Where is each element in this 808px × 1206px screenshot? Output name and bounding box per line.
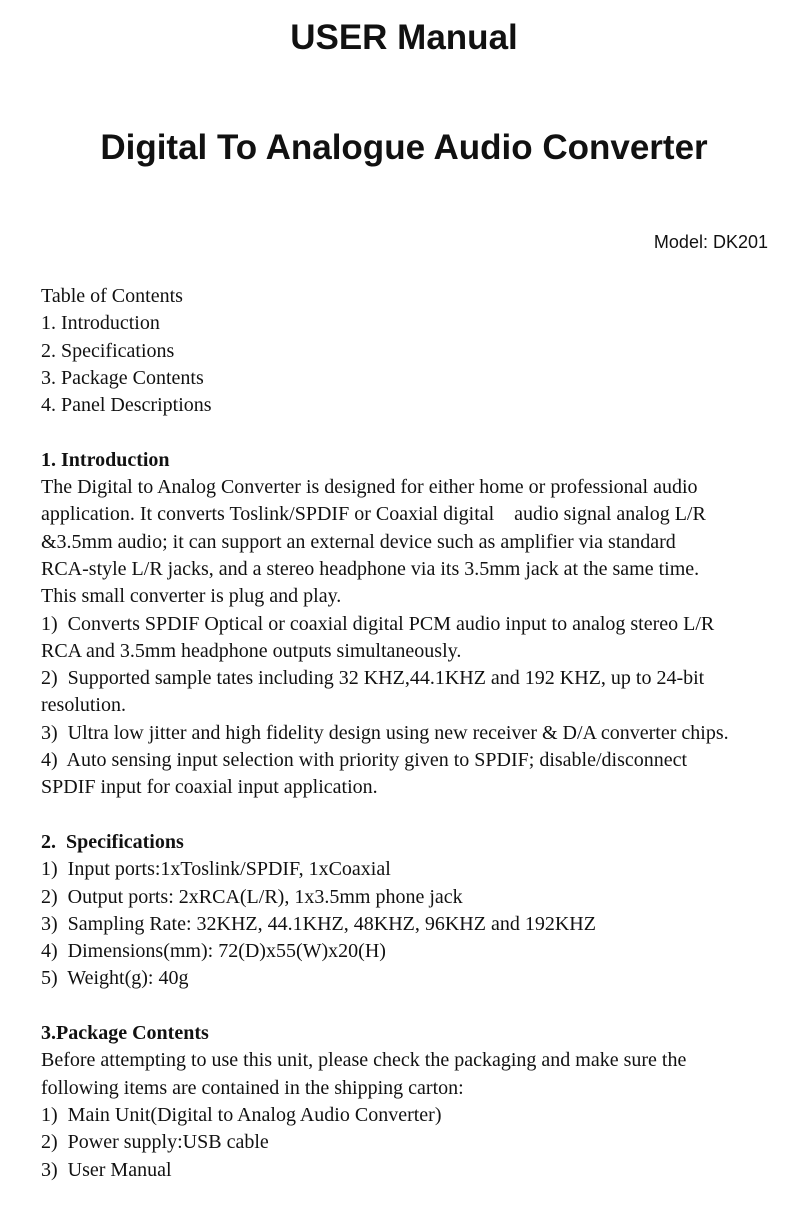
introduction-section bbox=[41, 447, 781, 802]
document-subtitle: Digital To Analogue Audio Converter bbox=[100, 128, 708, 167]
toc-item: 4. Panel Descriptions bbox=[41, 394, 212, 417]
toc-item: 1. Introduction bbox=[41, 312, 160, 335]
document-title: USER Manual bbox=[290, 18, 518, 57]
introduction-line: RCA-style L/R jacks, and a stereo headphone via its 3.5mm jack at the same time. bbox=[41, 557, 700, 580]
specification-item: 3) Sampling Rate: 32KHZ, 44.1KHZ, 48KHZ, 96KHZ and 192KHZ bbox=[41, 912, 596, 935]
specifications-list bbox=[41, 856, 781, 992]
spacer bbox=[41, 419, 781, 446]
manual-body bbox=[41, 283, 781, 1184]
toc-heading: Table of Contents bbox=[41, 285, 183, 307]
introduction-line: RCA and 3.5mm headphone outputs simultaneously. bbox=[41, 639, 462, 662]
specification-item: 2) Output ports: 2xRCA(L/R), 1x3.5mm phone jack bbox=[41, 885, 463, 908]
spacer bbox=[41, 802, 781, 829]
introduction-line: application. It converts Toslink/SPDIF or Coaxial digital audio signal analog L/R bbox=[41, 503, 706, 526]
introduction-line: resolution. bbox=[41, 694, 126, 717]
package-item: 3) User Manual bbox=[41, 1158, 172, 1181]
introduction-line: 2) Supported sample tates including 32 KHZ,44.1KHZ and 192 KHZ, up to 24-bit bbox=[41, 667, 705, 690]
toc-item: 3. Package Contents bbox=[41, 366, 204, 389]
introduction-line: SPDIF input for coaxial input application. bbox=[41, 776, 378, 799]
introduction-line: 3) Ultra low jitter and high fidelity design using new receiver & D/A converter chips. bbox=[41, 721, 729, 744]
model-number: Model: DK201 bbox=[653, 232, 768, 252]
package-item: 2) Power supply:USB cable bbox=[41, 1131, 269, 1154]
spacer bbox=[41, 993, 781, 1020]
toc-item: 2. Specifications bbox=[41, 339, 175, 362]
package-contents-list bbox=[41, 1102, 781, 1184]
introduction-line: The Digital to Analog Converter is designed for either home or professional audio bbox=[41, 476, 698, 499]
specification-item: 1) Input ports:1xToslink/SPDIF, 1xCoaxial bbox=[41, 858, 391, 881]
specifications-heading: 2. Specifications bbox=[41, 830, 184, 853]
package-contents-heading: 3.Package Contents bbox=[41, 1022, 209, 1045]
toc-list bbox=[41, 310, 781, 419]
introduction-line: &3.5mm audio; it can support an external device such as amplifier via standard bbox=[41, 530, 676, 553]
package-item: 1) Main Unit(Digital to Analog Audio Converter) bbox=[41, 1103, 442, 1126]
specification-item: 5) Weight(g): 40g bbox=[41, 967, 189, 990]
specifications-section bbox=[41, 829, 781, 993]
package-contents-section bbox=[41, 1020, 781, 1184]
introduction-line: 1) Converts SPDIF Optical or coaxial digital PCM audio input to analog stereo L/R bbox=[41, 612, 715, 635]
introduction-heading: 1. Introduction bbox=[41, 448, 170, 471]
table-of-contents bbox=[41, 283, 781, 419]
introduction-line: This small converter is plug and play. bbox=[41, 585, 342, 608]
package-contents-line: following items are contained in the shipping carton: bbox=[41, 1076, 464, 1099]
package-contents-line: Before attempting to use this unit, please check the packaging and make sure the bbox=[41, 1049, 687, 1072]
introduction-line: 4) Auto sensing input selection with priority given to SPDIF; disable/disconnect bbox=[41, 749, 688, 772]
specification-item: 4) Dimensions(mm): 72(D)x55(W)x20(H) bbox=[41, 940, 386, 963]
